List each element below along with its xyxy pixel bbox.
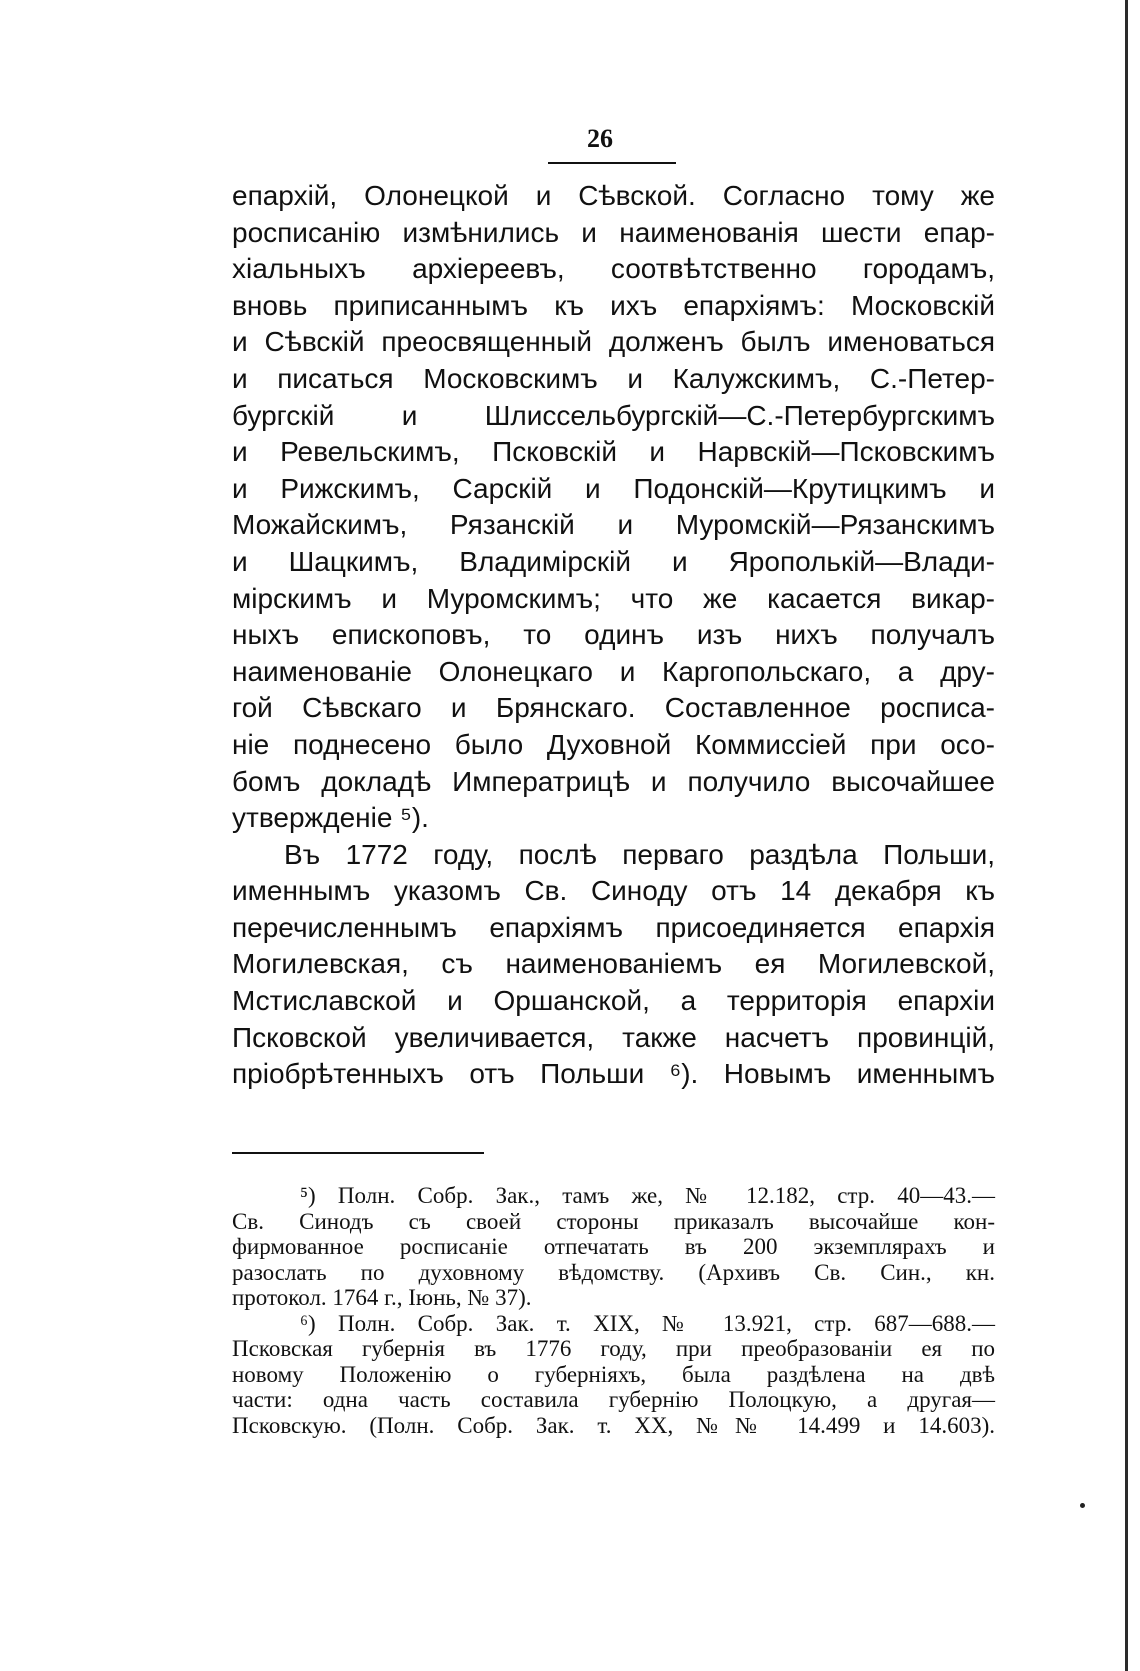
main-text — [232, 178, 995, 1093]
text-line: бургскій и Шлиссельбургскій—С.-Петербургскимъ — [232, 399, 995, 431]
footnote-line: Св. Синодъ съ своей стороны приказалъ высочайше кон- — [232, 1208, 995, 1234]
text-line: утвержденіе ⁵). — [232, 802, 429, 834]
text-line: и Ревельскимъ, Псковскій и Нарвскій—Псковскимъ — [232, 436, 995, 468]
text-line: именнымъ указомъ Св. Синоду отъ 14 декабря къ — [232, 875, 995, 907]
footnote-line: части: одна часть составила губернію Полоцкую, а другая— — [232, 1387, 995, 1412]
scan-speck — [1080, 1503, 1085, 1508]
text-line: пріобрѣтенныхъ отъ Польши ⁶). Новымъ именнымъ — [232, 1058, 995, 1090]
text-line: Псковской увеличивается, также насчетъ провинцій, — [232, 1021, 995, 1053]
footnote-5-first-line: ⁵) Полн. Собр. Зак., тамъ же, № 12.182, стр. 40—43.— — [300, 1183, 995, 1208]
text-line: Мстиславской и Оршанской, а территорія епархіи — [232, 985, 995, 1017]
footnote-separator — [232, 1152, 484, 1154]
text-line: Можайскимъ, Рязанскій и Муромскій—Рязанскимъ — [232, 509, 995, 541]
text-line: епархій, Олонецкой и Сѣвской. Согласно тому же — [232, 180, 995, 211]
paragraph-first-line: Въ 1772 году, послѣ перваго раздѣла Польши, — [284, 838, 995, 870]
footnotes — [232, 1183, 995, 1438]
text-line: и писаться Московскимъ и Калужскимъ, С.-Петер- — [232, 362, 995, 394]
text-line: ныхъ епископовъ, то одинъ изъ нихъ получалъ — [232, 619, 995, 651]
text-line: росписанію измѣнились и наименованія шести епар- — [232, 216, 995, 248]
text-line: наименованіе Олонецкаго и Каргопольскаго, а дру- — [232, 655, 995, 687]
text-line: ніе поднесено было Духовной Коммиссіей при осо- — [232, 728, 995, 760]
text-line: и Шацкимъ, Владимірскій и Ярополькій—Влади- — [232, 545, 995, 577]
footnote-line: разослать по духовному вѣдомству. (Архивъ Св. Син., кн. — [232, 1259, 995, 1285]
text-line: Могилевская, съ наименованіемъ ея Могилевской, — [232, 948, 995, 980]
text-line: и Сѣвскій преосвященный долженъ былъ именоваться — [232, 326, 995, 358]
footnote-6-first-line: ⁶) Полн. Собр. Зак. т. XIX, № 13.921, стр. 687—688.— — [300, 1310, 995, 1336]
page-number-underline — [548, 162, 676, 164]
text-line: бомъ докладѣ Императрицѣ и получило высочайшее — [232, 765, 995, 797]
text-line: перечисленнымъ епархіямъ присоединяется епархія — [232, 911, 995, 943]
page-number: 26 — [587, 124, 613, 153]
footnote-line: новому Положенію о губерніяхъ, была раздѣлена на двѣ — [232, 1361, 995, 1387]
text-line: хіальныхъ архіереевъ, соотвѣтственно городамъ, — [232, 253, 995, 285]
footnote-line: протокол. 1764 г., Іюнь, № 37). — [232, 1285, 532, 1310]
text-line: мірскимъ и Муромскимъ; что же касается викар- — [232, 582, 995, 614]
text-line: и Рижскимъ, Сарскій и Подонскій—Крутицкимъ и — [232, 472, 995, 504]
footnote-line: Псковская губернія въ 1776 году, при преобразованіи ея по — [232, 1336, 995, 1361]
footnote-line: фирмованное росписаніе отпечатать въ 200 экземплярахъ и — [232, 1234, 995, 1259]
footnote-line: Псковскую. (Полн. Собр. Зак. т. XX, №№ 14.499 и 14.603). — [232, 1412, 995, 1438]
text-line: вновь приписаннымъ къ ихъ епархіямъ: Московскій — [232, 289, 995, 321]
page-edge-shadow — [1125, 0, 1128, 1671]
text-line: гой Сѣвскаго и Брянскаго. Составленное росписа- — [232, 692, 995, 724]
